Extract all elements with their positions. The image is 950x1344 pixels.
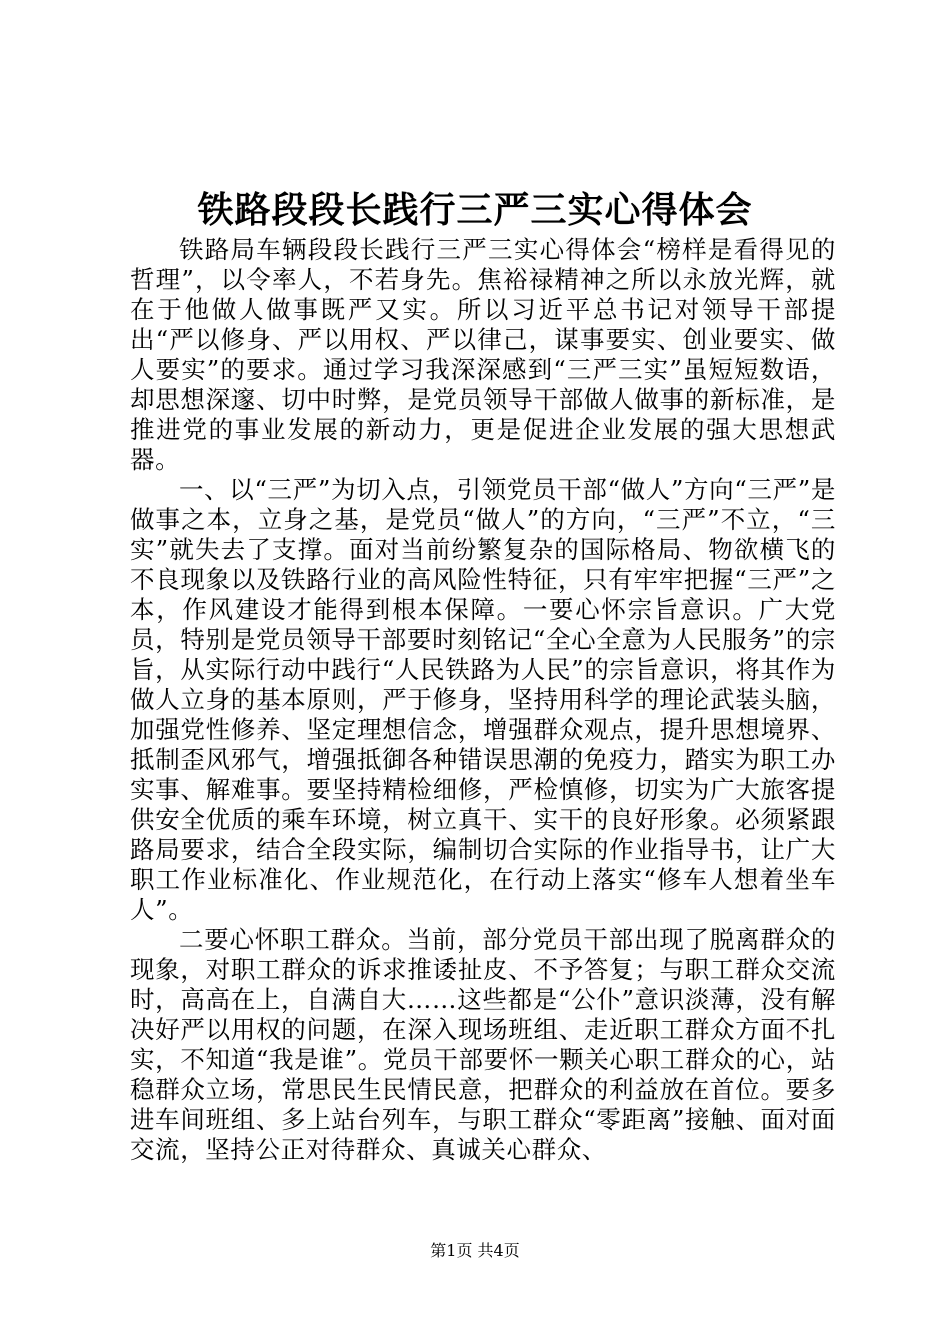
page-number-footer: 第1页 共4页 (430, 1241, 520, 1260)
document-title: 铁路段段长践行三严三实心得体会 (197, 189, 753, 231)
document-body (130, 235, 836, 1165)
paragraph-section-one: 一、以“三严”为切入点，引领党员干部“做人”方向“三严”是做事之本，立身之基，是党员“做人”的方向，“三严”不立，“三实”就失去了支撑。面对当前纷繁复杂的国际格局、物欲横飞的不良现象以及铁路行业的高风险性特征，只有牢牢把握“三严”之本，作风建设才能得到根本保障。一要心怀宗旨意识。广大党员，特别是党员领导干部要时刻铭记“全心全意为人民服务”的宗旨，从实际行动中践行“人民铁路为人民”的宗旨意识，将其作为做人立身的基本原则，严于修身，坚持用科学的理论武装头脑，加强党性修养、坚定理想信念，增强群众观点，提升思想境界、抵制歪风邪气，增强抵御各种错误思潮的免疫力，踏实为职工办实事、解难事。要坚持精检细修，严检慎修，切实为广大旅客提供安全优质的乘车环境，树立真干、实干的良好形象。必须紧跟路局要求，结合全段实际，编制切合实际的作业指导书，让广大职工作业标准化、作业规范化，在行动上落实“修车人想着坐车人”。 (130, 475, 836, 924)
paragraph-section-two: 二要心怀职工群众。当前，部分党员干部出现了脱离群众的现象，对职工群众的诉求推诿扯皮、不予答复；与职工群众交流时，高高在上，自满自大……这些都是“公仆”意识淡薄，没有解决好严以用权的问题，在深入现场班组、走近职工群众方面不扎实，不知道“我是谁”。党员干部要怀一颗关心职工群众的心，站稳群众立场，常思民生民情民意，把群众的利益放在首位。要多进车间班组、多上站台列车，与职工群众“零距离”接触、面对面交流，坚持公正对待群众、真诚关心群众、 (130, 925, 836, 1164)
paragraph-intro: 铁路局车辆段段长践行三严三实心得体会“榜样是看得见的哲理”，以令率人，不若身先。焦裕禄精神之所以永放光辉，就在于他做人做事既严又实。所以习近平总书记对领导干部提出“严以修身、严以用权、严以律己，谋事要实、创业要实、做人要实”的要求。通过学习我深深感到“三严三实”虽短短数语，却思想深邃、切中时弊，是党员领导干部做人做事的新标准，是推进党的事业发展的新动力，更是促进企业发展的强大思想武器。 (130, 235, 836, 474)
